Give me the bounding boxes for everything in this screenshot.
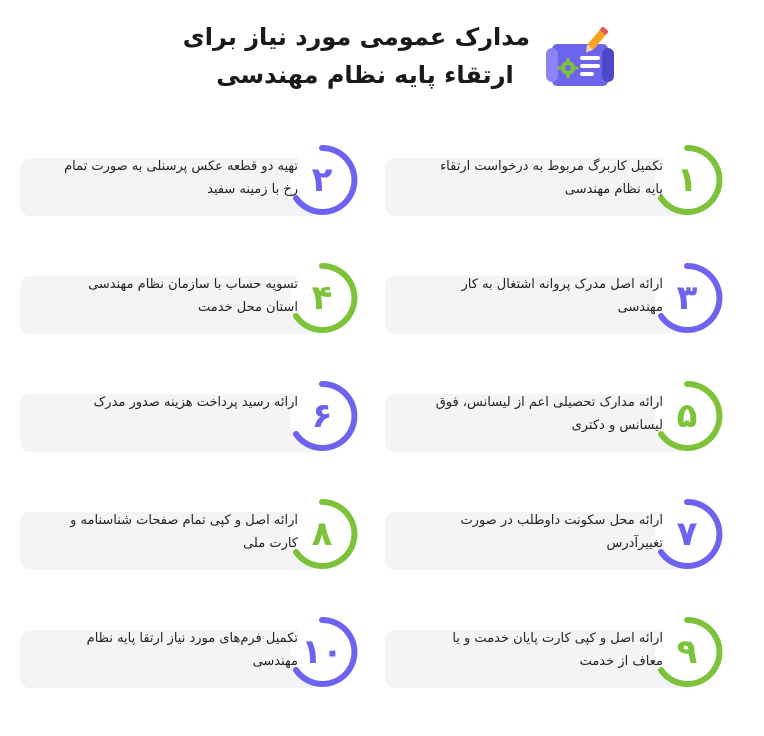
list-item	[20, 140, 360, 224]
item-text: تکمیل فرم‌های مورد نیاز ارتقا پایه نظام مهندسی	[86, 631, 298, 669]
item-number: ۱۰	[301, 632, 343, 672]
item-text: ارائه اصل و کپی تمام صفحات شناسنامه و کارت ملی	[70, 513, 298, 551]
item-number: ۷	[676, 514, 698, 554]
item-number: ۶	[311, 396, 333, 436]
list-item	[20, 494, 360, 578]
page-title	[182, 18, 530, 94]
item-number: ۹	[676, 632, 698, 672]
list-item	[385, 494, 725, 578]
item-text: تکمیل کاربرگ مربوط به درخواست ارتقاء پایه نظام مهندسی	[440, 159, 663, 197]
item-number: ۳	[676, 278, 698, 318]
item-number: ۵	[676, 396, 698, 436]
list-item	[20, 258, 360, 342]
list-item	[385, 612, 725, 696]
list-item	[385, 258, 725, 342]
list-item	[385, 140, 725, 224]
item-text: ارائه رسید پرداخت هزینه صدور مدرک	[93, 395, 298, 410]
item-text: ارائه محل سکونت داوطلب در صورت تغییرآدرس	[460, 513, 663, 551]
item-number: ۸	[311, 514, 333, 554]
list-item	[385, 376, 725, 460]
item-text: تسویه حساب با سازمان نظام مهندسی استان محل خدمت	[88, 277, 298, 315]
item-text: ارائه مدارک تحصیلی اعم از لیسانس، فوق لیسانس و دکتری	[435, 395, 663, 433]
item-number: ۲	[311, 160, 333, 200]
document-gear-icon	[540, 22, 620, 102]
list-item	[20, 376, 360, 460]
item-text: ارائه اصل مدرک پروانه اشتغال به کار مهندسی	[461, 277, 663, 315]
title-line-2: ارتقاء پایه نظام مهندسی	[216, 61, 514, 89]
item-text: ارائه اصل و کپی کارت پایان خدمت و یا معاف از خدمت	[452, 631, 663, 669]
item-text: تهیه دو قطعه عکس پرسنلی به صورت تمام رخ با زمینه سفید	[64, 159, 298, 197]
list-item	[20, 612, 360, 696]
title-line-1: مدارک عمومی مورد نیاز برای	[182, 23, 530, 51]
item-number: ۱	[676, 160, 698, 200]
item-number: ۴	[311, 278, 333, 318]
